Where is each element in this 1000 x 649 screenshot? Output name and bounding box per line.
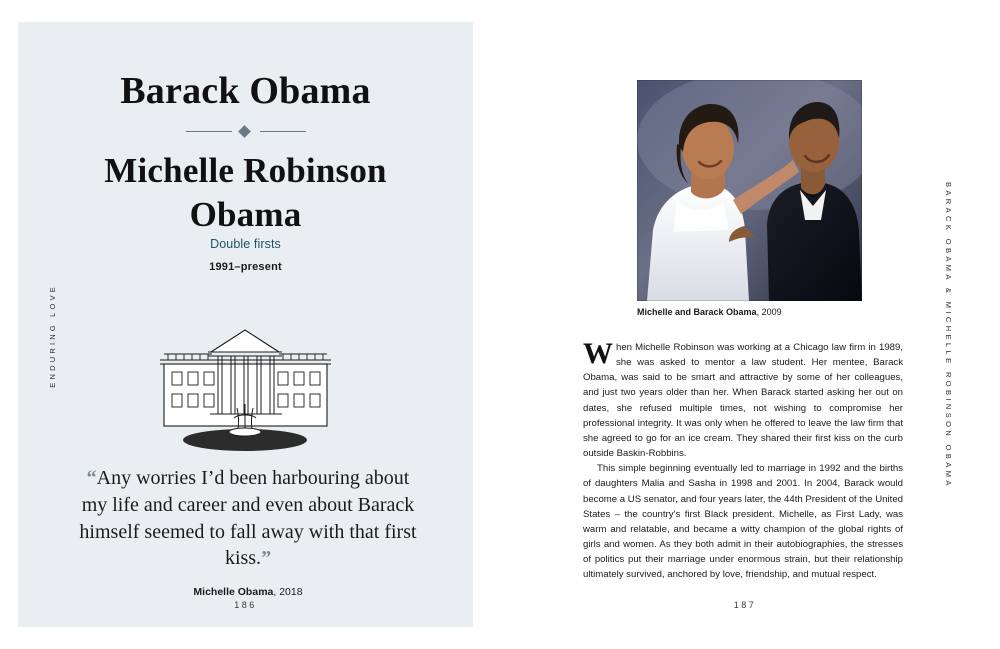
quote-text-wrapper — [78, 465, 418, 572]
body-paragraph-2: This simple beginning eventually led to marriage in 1992 and the births of daughters Malia and Sasha in 1998 and 2001. In 2004, Barack would become a US senator, and four years later, the 44th President of the United States – the country’s first Black president. Michelle, as First Lady, was warm and relatable, and became a witty champion of the global rights of girls and women. As they both admit in their autobiographies, the stresses of politics put their marriage under enormous strain, but their relationship ultimately survived, anchored by love, friendship, and mutual respect. — [583, 463, 903, 581]
drop-cap: W — [583, 337, 613, 370]
photo-caption — [637, 307, 897, 317]
quote-attribution-name: Michelle Obama — [193, 586, 274, 599]
quote-close-mark: ” — [261, 547, 272, 570]
body-paragraph-1-text: hen Michelle Robinson was working at a Chicago law firm in 1989, she was asked to mentor a law student. Her mentee, Barack Obama, was said to be smart and attractive by some of her colleagues, and just two years older than her. When Barack started asking her out on dates, she refused multiple times, not wishing to compromise her professional integrity. It was only when he offered to leave the law firm that she agreed to go for an ice cream. They shared their first kiss on the curb outside Baskin-Robbins. — [583, 342, 903, 460]
quote-text: Any worries I’d been harbouring about my life and career and even about Barack himself seemed to fall away with that first kiss. — [79, 467, 417, 570]
quote-attribution — [78, 586, 418, 598]
right-page — [510, 22, 980, 627]
quote-open-mark: “ — [86, 467, 97, 489]
photo-caption-title: Michelle and Barack Obama — [637, 307, 757, 317]
photo-michelle-barack — [637, 80, 862, 301]
divider-bar-left — [186, 131, 232, 132]
divider-diamond-icon — [238, 125, 251, 138]
section-label: ENDURING LOVE — [48, 284, 57, 388]
page-title-line-2: Michelle Robinson — [104, 150, 387, 190]
diamond-divider — [186, 125, 306, 137]
body-paragraph-1 — [583, 337, 903, 461]
white-house-illustration — [138, 322, 353, 457]
title-block — [68, 70, 423, 273]
body-text-column — [583, 337, 903, 583]
pull-quote — [78, 465, 418, 598]
page-number-left: 186 — [234, 600, 257, 610]
page-dates: 1991–present — [209, 261, 282, 274]
page-subtitle: Double firsts — [210, 237, 281, 252]
left-page — [18, 22, 473, 627]
page-title-line-1: Barack Obama — [120, 70, 371, 112]
quote-attribution-year: , 2018 — [273, 586, 303, 599]
divider-bar-right — [260, 131, 306, 132]
photo-caption-year: , 2009 — [756, 307, 782, 317]
running-head: BARACK OBAMA & MICHELLE ROBINSON OBAMA — [944, 182, 953, 489]
page-title-line-3: Obama — [189, 194, 302, 234]
page-number-right: 187 — [733, 600, 757, 610]
